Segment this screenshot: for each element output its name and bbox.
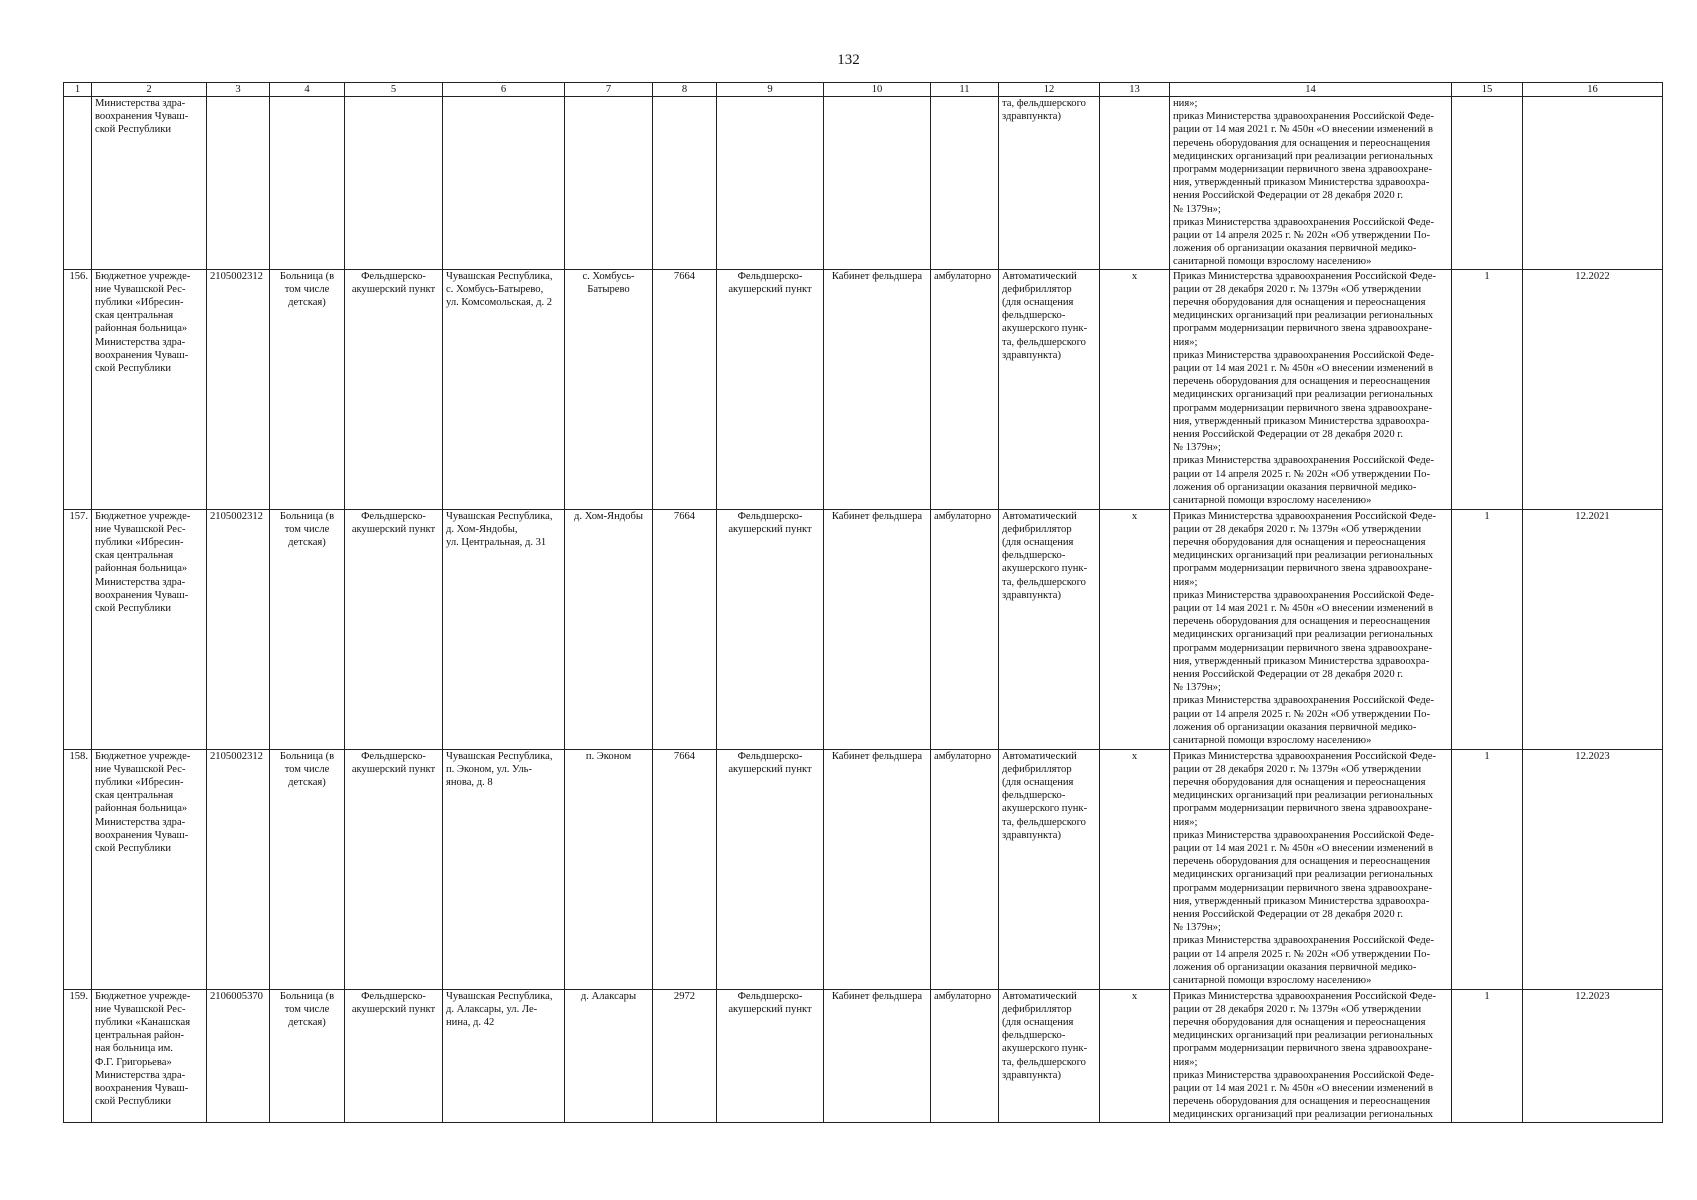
cell-unit: Фельдшерско- акушерский пункт — [345, 749, 443, 989]
cell-equipment: Автоматический дефибриллятор (для оснащения фельдшерско- акушерского пунк- та, фельдшерского здравпункта) — [999, 269, 1100, 509]
cell-legal: Приказ Министерства здравоохранения Российской Феде- рации от 28 декабря 2020 г. № 1379н «Об утверждении перечня оборудования для оснащения и переоснащения медицинских организаций при реализации региональных программ модернизации первичного звена здравоохране- ния»; приказ Министерства здравоохранения Российской Феде- рации от 14 мая 2021 г. № 450н «О внесении изменений в перечень оборудования для оснащения и переоснащения медицинских организаций при реализации региональных программ модернизации первичного звена здравоохране- ния, утвержденный приказом Министерства здравоохра- нения Российской Федерации от 28 декабря 2020 г. № 1379н»; приказ Министерства здравоохранения Российской Феде- рации от 14 апреля 2025 г. № 202н «Об утверждении По- ложения об организации оказания первичной медико- санитарной помощи взрослому населению» — [1170, 509, 1452, 749]
cell-type: Больница (в том числе детская) — [270, 989, 345, 1122]
cell-equipment: Автоматический дефибриллятор (для оснащения фельдшерско- акушерского пунк- та, фельдшерского здравпункта) — [999, 749, 1100, 989]
column-number: 8 — [653, 83, 717, 97]
cell-mark: x — [1100, 509, 1170, 749]
cell-settlement: п. Эконом — [565, 749, 653, 989]
cell-unit: Фельдшерско- акушерский пункт — [345, 989, 443, 1122]
cell-population: 2972 — [653, 989, 717, 1122]
cell-equipment: Автоматический дефибриллятор (для оснащения фельдшерско- акушерского пунк- та, фельдшерского здравпункта) — [999, 989, 1100, 1122]
column-number: 16 — [1523, 83, 1663, 97]
cell-mode: амбулаторно — [931, 749, 999, 989]
cell-unit: Фельдшерско- акушерский пункт — [345, 269, 443, 509]
column-number: 1 — [64, 83, 92, 97]
cell-population: 7664 — [653, 269, 717, 509]
cell-type: Больница (в том числе детская) — [270, 749, 345, 989]
cell-num: 158. — [64, 749, 92, 989]
cell-inn: 2106005370 — [207, 989, 270, 1122]
cell-mode: амбулаторно — [931, 989, 999, 1122]
cell-legal: Приказ Министерства здравоохранения Российской Феде- рации от 28 декабря 2020 г. № 1379н «Об утверждении перечня оборудования для оснащения и переоснащения медицинских организаций при реализации региональных программ модернизации первичного звена здравоохране- ния»; приказ Министерства здравоохранения Российской Феде- рации от 14 мая 2021 г. № 450н «О внесении изменений в перечень оборудования для оснащения и переоснащения медицинских организаций при реализации региональных программ модернизации первичного звена здравоохране- ния, утвержденный приказом Министерства здравоохра- нения Российской Федерации от 28 декабря 2020 г. № 1379н»; приказ Министерства здравоохранения Российской Феде- рации от 14 апреля 2025 г. № 202н «Об утверждении По- ложения об организации оказания первичной медико- санитарной помощи взрослому населению» — [1170, 269, 1452, 509]
column-number: 7 — [565, 83, 653, 97]
cell-mark — [1100, 97, 1170, 270]
column-number: 4 — [270, 83, 345, 97]
cell-mark: x — [1100, 989, 1170, 1122]
cell-settlement — [565, 97, 653, 270]
cell-org: Бюджетное учрежде- ние Чувашской Рес- публики «Ибресин- ская центральная районная больница» Министерства здра- воохранения Чуваш- ской Республики — [92, 749, 207, 989]
column-number-row — [64, 83, 1663, 97]
page-number: 132 — [837, 52, 860, 68]
cell-qty: 1 — [1452, 269, 1523, 509]
cell-room: Кабинет фельдшера — [824, 509, 931, 749]
column-number: 9 — [717, 83, 824, 97]
cell-qty: 1 — [1452, 509, 1523, 749]
cell-address: Чувашская Республика, д. Хом-Яндобы, ул. Центральная, д. 31 — [443, 509, 565, 749]
cell-address: Чувашская Республика, п. Эконом, ул. Уль- янова, д. 8 — [443, 749, 565, 989]
cell-population: 7664 — [653, 509, 717, 749]
registry-table — [63, 82, 1663, 1123]
cell-qty: 1 — [1452, 749, 1523, 989]
cell-org: Бюджетное учрежде- ние Чувашской Рес- публики «Ибресин- ская центральная районная больница» Министерства здра- воохранения Чуваш- ской Республики — [92, 509, 207, 749]
cell-inn: 2105002312 — [207, 269, 270, 509]
cell-date: 12.2023 — [1523, 749, 1663, 989]
cell-mode — [931, 97, 999, 270]
cell-mark: x — [1100, 269, 1170, 509]
cell-population — [653, 97, 717, 270]
cell-address: Чувашская Республика, д. Алаксары, ул. Ле- нина, д. 42 — [443, 989, 565, 1122]
column-number: 15 — [1452, 83, 1523, 97]
cell-unit — [345, 97, 443, 270]
cell-subunit: Фельдшерско- акушерский пункт — [717, 509, 824, 749]
cell-settlement: д. Хом-Яндобы — [565, 509, 653, 749]
cell-org: Бюджетное учрежде- ние Чувашской Рес- публики «Канашская центральная район- ная больница им. Ф.Г. Григорьева» Министерства здра- воохранения Чуваш- ской Республики — [92, 989, 207, 1122]
cell-inn: 2105002312 — [207, 749, 270, 989]
cell-org: Бюджетное учрежде- ние Чувашской Рес- публики «Ибресин- ская центральная районная больница» Министерства здра- воохранения Чуваш- ской Республики — [92, 269, 207, 509]
cell-type: Больница (в том числе детская) — [270, 509, 345, 749]
cell-address: Чувашская Республика, с. Хомбусь-Батырево, ул. Комсомольская, д. 2 — [443, 269, 565, 509]
column-number: 5 — [345, 83, 443, 97]
column-number: 3 — [207, 83, 270, 97]
cell-subunit: Фельдшерско- акушерский пункт — [717, 749, 824, 989]
cell-date — [1523, 97, 1663, 270]
cell-mark: x — [1100, 749, 1170, 989]
continuation-row — [64, 97, 1663, 270]
cell-settlement: д. Алаксары — [565, 989, 653, 1122]
cell-mode: амбулаторно — [931, 269, 999, 509]
table-row — [64, 749, 1663, 989]
cell-legal: ния»; приказ Министерства здравоохранения Российской Феде- рации от 14 мая 2021 г. № 450н «О внесении изменений в перечень оборудования для оснащения и переоснащения медицинских организаций при реализации региональных программ модернизации первичного звена здравоохране- ния, утвержденный приказом Министерства здравоохра- нения Российской Федерации от 28 декабря 2020 г. № 1379н»; приказ Министерства здравоохранения Российской Феде- рации от 14 апреля 2025 г. № 202н «Об утверждении По- ложения об организации оказания первичной медико- санитарной помощи взрослому населению» — [1170, 97, 1452, 270]
cell-num: 159. — [64, 989, 92, 1122]
table-row — [64, 269, 1663, 509]
cell-type: Больница (в том числе детская) — [270, 269, 345, 509]
cell-unit: Фельдшерско- акушерский пункт — [345, 509, 443, 749]
cell-qty — [1452, 97, 1523, 270]
cell-org: Министерства здра- воохранения Чуваш- ской Республики — [92, 97, 207, 270]
cell-legal: Приказ Министерства здравоохранения Российской Феде- рации от 28 декабря 2020 г. № 1379н «Об утверждении перечня оборудования для оснащения и переоснащения медицинских организаций при реализации региональных программ модернизации первичного звена здравоохране- ния»; приказ Министерства здравоохранения Российской Феде- рации от 14 мая 2021 г. № 450н «О внесении изменений в перечень оборудования для оснащения и переоснащения медицинских организаций при реализации региональных программ модернизации первичного звена здравоохране- ния, утвержденный приказом Министерства здравоохра- нения Российской Федерации от 28 декабря 2020 г. № 1379н»; приказ Министерства здравоохранения Российской Феде- рации от 14 апреля 2025 г. № 202н «Об утверждении По- ложения об организации оказания первичной медико- санитарной помощи взрослому населению» — [1170, 749, 1452, 989]
cell-num: 157. — [64, 509, 92, 749]
cell-equipment: Автоматический дефибриллятор (для оснащения фельдшерско- акушерского пунк- та, фельдшерского здравпункта) — [999, 509, 1100, 749]
cell-date: 12.2023 — [1523, 989, 1663, 1122]
cell-inn — [207, 97, 270, 270]
cell-room: Кабинет фельдшера — [824, 989, 931, 1122]
cell-legal: Приказ Министерства здравоохранения Российской Феде- рации от 28 декабря 2020 г. № 1379н «Об утверждении перечня оборудования для оснащения и переоснащения медицинских организаций при реализации региональных программ модернизации первичного звена здравоохране- ния»; приказ Министерства здравоохранения Российской Феде- рации от 14 мая 2021 г. № 450н «О внесении изменений в перечень оборудования для оснащения и переоснащения медицинских организаций при реализации региональных — [1170, 989, 1452, 1122]
cell-subunit: Фельдшерско- акушерский пункт — [717, 269, 824, 509]
column-number: 14 — [1170, 83, 1452, 97]
cell-room — [824, 97, 931, 270]
cell-room: Кабинет фельдшера — [824, 269, 931, 509]
cell-date: 12.2021 — [1523, 509, 1663, 749]
cell-subunit — [717, 97, 824, 270]
cell-mode: амбулаторно — [931, 509, 999, 749]
column-number: 13 — [1100, 83, 1170, 97]
cell-num — [64, 97, 92, 270]
column-number: 12 — [999, 83, 1100, 97]
table-row — [64, 989, 1663, 1122]
cell-subunit: Фельдшерско- акушерский пункт — [717, 989, 824, 1122]
cell-room: Кабинет фельдшера — [824, 749, 931, 989]
cell-date: 12.2022 — [1523, 269, 1663, 509]
column-number: 6 — [443, 83, 565, 97]
column-number: 10 — [824, 83, 931, 97]
cell-qty: 1 — [1452, 989, 1523, 1122]
cell-inn: 2105002312 — [207, 509, 270, 749]
column-number: 2 — [92, 83, 207, 97]
cell-equipment: та, фельдшерского здравпункта) — [999, 97, 1100, 270]
column-number: 11 — [931, 83, 999, 97]
table-row — [64, 509, 1663, 749]
cell-address — [443, 97, 565, 270]
cell-population: 7664 — [653, 749, 717, 989]
cell-settlement: с. Хомбусь- Батырево — [565, 269, 653, 509]
cell-type — [270, 97, 345, 270]
cell-num: 156. — [64, 269, 92, 509]
